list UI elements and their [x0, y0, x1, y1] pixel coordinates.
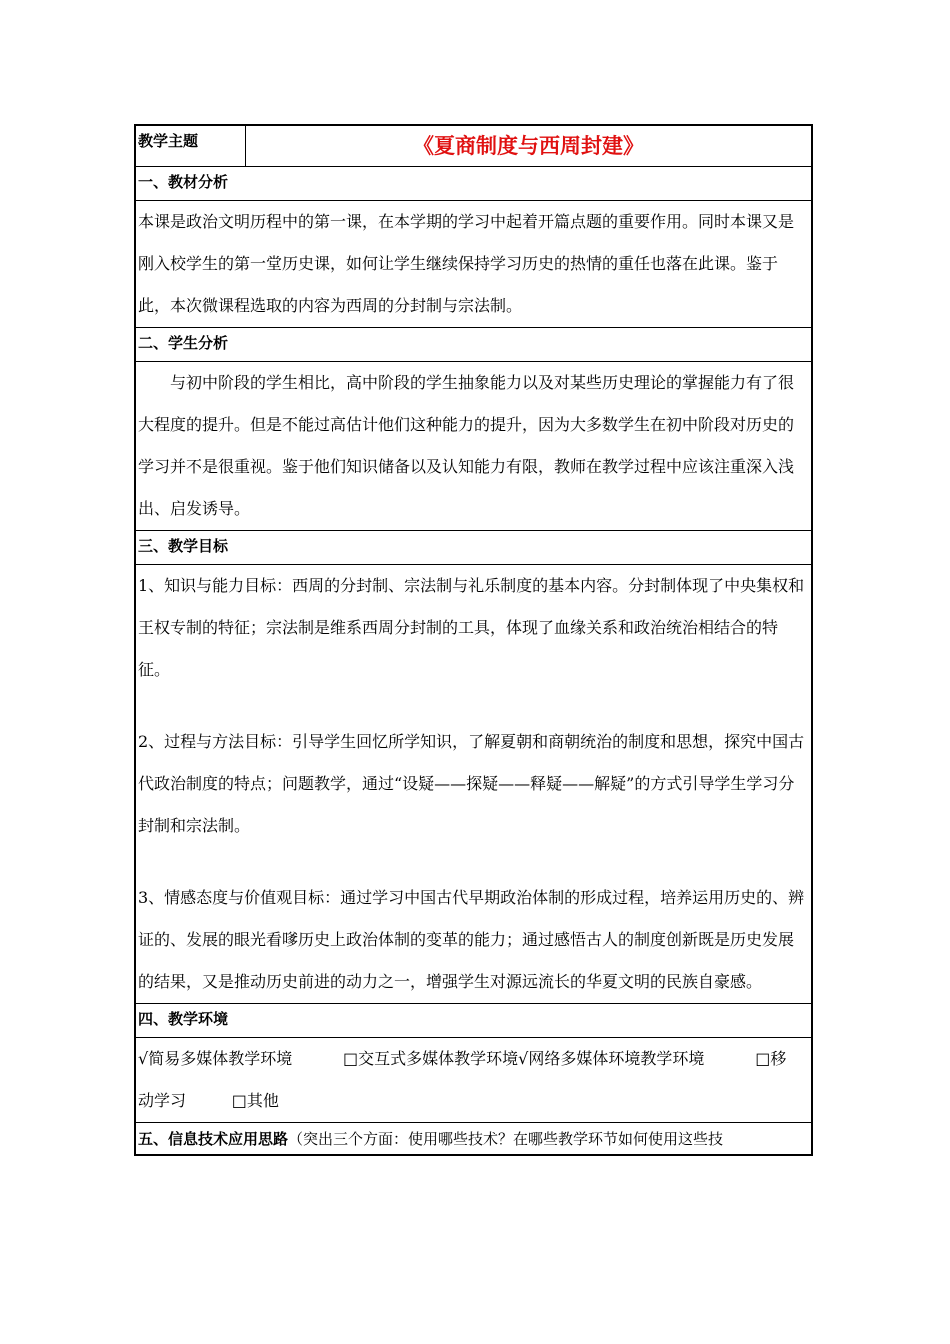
student-analysis-paragraph: 与初中阶段的学生相比，高中阶段的学生抽象能力以及对某些历史理论的掌握能力有了很大程度的提升。但是不能过高估计他们这种能力的提升，因为大多数学生在初中阶段对历史的学习并不是很重视。鉴于他们知识储备以及认知能力有限，教师在教学过程中应该注重深入浅出、启发诱导。 — [138, 373, 795, 518]
environment-line-2: 动学习 □其他 — [138, 1091, 279, 1110]
textbook-analysis-paragraph: 本课是政治文明历程中的第一课，在本学期的学习中起着开篇点题的重要作用。同时本课又是刚入校学生的第一堂历史课，如何让学生继续保持学习历史的热情的重任也落在此课。鉴于此，本次微课程选取的内容为西周的分封制与宗法制。 — [138, 212, 795, 315]
section-heading-teaching-goals: 三、教学目标 — [136, 530, 811, 564]
lesson-title: 《夏商制度与西周封建》 — [413, 133, 644, 158]
environment-line-1: √简易多媒体教学环境 □交互式多媒体教学环境√网络多媒体环境教学环境 □移 — [138, 1049, 787, 1068]
teaching-goals-text — [136, 564, 811, 1003]
title-row — [136, 126, 811, 166]
goal-knowledge: 1、知识与能力目标：西周的分封制、宗法制与礼乐制度的基本内容。分封制体现了中央集权和王权专制的特征；宗法制是维系西周分封制的工具，体现了血缘关系和政治统治相结合的特征。 — [138, 576, 805, 679]
section-heading-it-application: 五、信息技术应用思路 — [138, 1130, 289, 1148]
section-heading-student-analysis: 二、学生分析 — [136, 327, 811, 361]
student-analysis-text — [136, 361, 811, 530]
goal-emotion: 3、情感态度与价值观目标：通过学习中国古代早期政治体制的形成过程，培养运用历史的、辨证的、发展的眼光看嗲历史上政治体制的变革的能力；通过感悟古人的制度创新既是历史发展的结果，又是推动历史前进的动力之一，增强学生对源远流长的华夏文明的民族自豪感。 — [138, 888, 805, 991]
lesson-plan-table — [134, 124, 813, 1156]
topic-label: 教学主题 — [136, 126, 246, 166]
teaching-environment-options — [136, 1037, 811, 1122]
section-heading-textbook-analysis: 一、教材分析 — [136, 166, 811, 200]
textbook-analysis-text — [136, 200, 811, 327]
it-application-note: （突出三个方面：使用哪些技术？在哪些教学环节如何使用这些技 — [288, 1130, 724, 1148]
section-it-application — [136, 1122, 811, 1154]
goal-process: 2、过程与方法目标：引导学生回忆所学知识，了解夏朝和商朝统治的制度和思想，探究中国古代政治制度的特点；问题教学，通过“设疑——探疑——释疑——解疑”的方式引导学生学习分封制和宗法制。 — [138, 732, 805, 835]
section-heading-teaching-environment: 四、教学环境 — [136, 1003, 811, 1037]
